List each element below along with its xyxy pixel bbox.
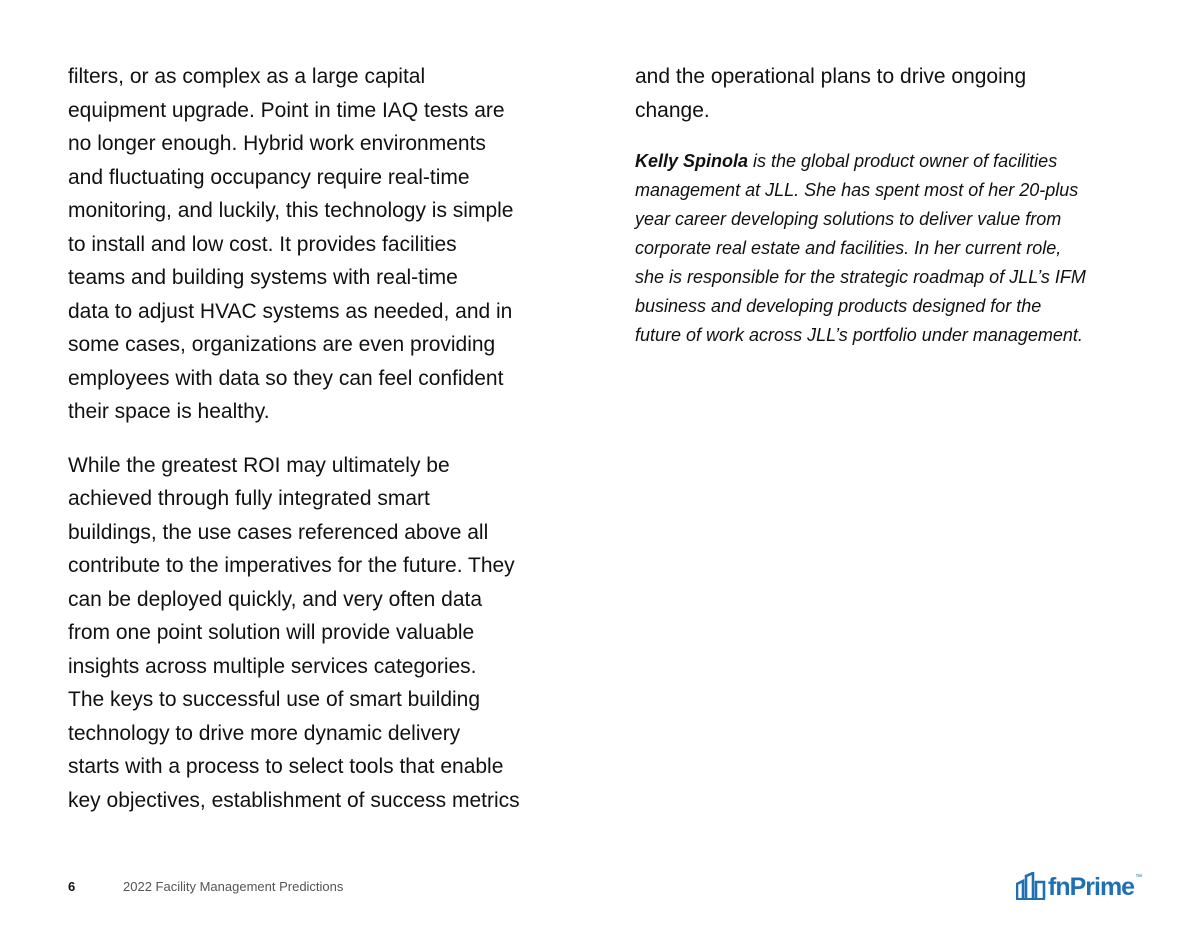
text-line: While the greatest ROI may ultimately be [68, 453, 450, 477]
text-line [635, 147, 1145, 176]
bio-text: is the global product owner of facilities [748, 151, 1058, 171]
text-line: key objectives, establishment of success metrics [68, 788, 520, 812]
text-line: change. [635, 98, 710, 122]
text-line: she is responsible for the strategic roadmap of JLL’s IFM [635, 267, 1086, 287]
paragraph-iaq-monitoring [68, 60, 568, 429]
text-line: filters, or as complex as a large capital [68, 65, 426, 88]
page-number: 6 [68, 879, 76, 894]
text-line: some cases, organizations are even providing [68, 333, 496, 356]
text-line: starts with a process to select tools that enable [68, 755, 504, 778]
fnprime-logo [1016, 868, 1142, 900]
text-line: data to adjust HVAC systems as needed, and in [68, 299, 513, 323]
text-line: from one point solution will provide valuable [68, 621, 475, 644]
buildings-icon [1016, 872, 1046, 900]
publication-title: 2022 Facility Management Predictions [123, 879, 344, 894]
text-line: future of work across JLL’s portfolio under management. [635, 325, 1083, 345]
logo-text: fnPrime [1048, 873, 1135, 901]
text-line: employees with data so they can feel confident [68, 366, 504, 390]
text-line: business and developing products designed for the [635, 296, 1042, 316]
text-line: technology to drive more dynamic delivery [68, 721, 461, 745]
text-line: teams and building systems with real-time [68, 266, 458, 289]
text-line: management at JLL. She has spent most of her 20-plus [635, 180, 1079, 200]
text-line: and the operational plans to drive ongoing [635, 65, 1027, 88]
text-line: year career developing solutions to deliver value from [635, 209, 1062, 229]
text-line: corporate real estate and facilities. In her current role, [635, 238, 1062, 258]
text-line: insights across multiple services categories. [68, 654, 477, 678]
author-bio [635, 147, 1145, 350]
text-line: can be deployed quickly, and very often data [68, 587, 483, 611]
text-line: to install and low cost. It provides facilities [68, 232, 457, 256]
text-line: The keys to successful use of smart building [68, 688, 481, 711]
text-line: their space is healthy. [68, 400, 270, 423]
text-line: and fluctuating occupancy require real-time [68, 165, 470, 189]
right-column [635, 60, 1145, 350]
author-name: Kelly Spinola [635, 151, 749, 171]
text-line: buildings, the use cases referenced above all [68, 520, 489, 544]
text-line: monitoring, and luckily, this technology is simple [68, 199, 514, 222]
text-line: equipment upgrade. Point in time IAQ tests are [68, 98, 505, 122]
left-column [68, 60, 568, 837]
trademark-symbol: ™ [1135, 874, 1143, 881]
text-line: achieved through fully integrated smart [68, 487, 430, 510]
text-line: contribute to the imperatives for the future. They [68, 554, 515, 577]
paragraph-continuation [635, 60, 1145, 127]
text-line: no longer enough. Hybrid work environments [68, 132, 486, 155]
paragraph-roi [68, 449, 568, 818]
